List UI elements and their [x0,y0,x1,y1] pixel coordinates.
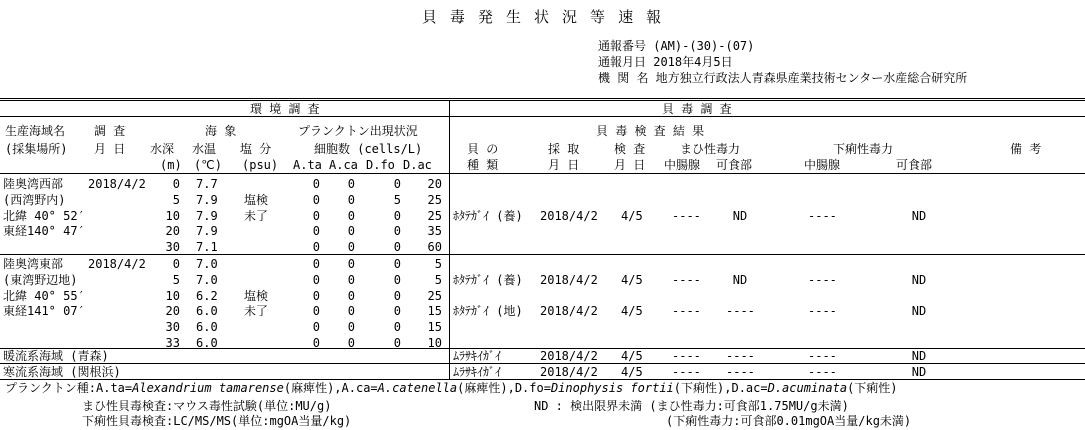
salinity-value: 未了 [244,208,269,223]
area-label: 北緯 40° 52′ [3,208,85,223]
sampling-date: 2018/4/2 [540,208,598,223]
aca-abbr: A.ca= [341,381,378,395]
survey-date-header: 月 日 [94,142,126,156]
aca-value: 0 [347,336,355,350]
psp-edible-value: ---- [726,365,755,379]
ata-value: 0 [312,224,320,239]
psp-edible-value: ---- [726,349,755,363]
inspection-header: 検 査 [614,142,646,156]
ata-value: 0 [312,208,320,223]
area-label: 東経141° 07′ [3,304,85,319]
dsp-gland-value: ---- [808,304,837,319]
report-number: 通報番号 (AM)-(30)-(07) [598,39,755,53]
inspection-date-header: 月 日 [614,158,646,172]
psp-gland-value: ---- [672,365,701,379]
temp-value: 7.9 [196,224,218,239]
sampling-date: 2018/4/2 [540,365,598,379]
psp-header: まひ性毒力 [680,142,741,156]
remarks-header: 備 考 [1010,142,1042,156]
sampling-date: 2018/4/2 [540,349,598,363]
aca-value: 0 [347,208,355,223]
temp-value: 6.0 [196,336,218,350]
dfo-type: (下痢性), [673,381,732,395]
aca-value: 0 [347,192,355,207]
organization: 機 関 名 地方独立行政法人青森県産業技術センター水産総合研究所 [598,71,968,85]
sampling-date: 2018/4/2 [540,304,598,319]
shell-type: ﾑﾗｻｷｲｶﾞｲ [453,349,502,363]
dsp-limit-note: (下痢性毒力:可食部0.01mgOA当量/kg未満) [666,414,912,428]
area-label: 陸奥湾西部 [3,177,64,191]
sampling-header: 採 取 [548,142,580,156]
psp-edible-value: ND [732,272,748,287]
depth-value: 5 [172,272,180,287]
ata-value: 0 [312,240,320,255]
temp-unit: (℃) [194,158,222,172]
psp-gland-value: ---- [672,349,701,363]
dfo-value: 5 [393,192,401,207]
dsp-gland-header: 中腸腺 [804,158,841,172]
ata-value: 0 [312,336,320,350]
dac-abbr: D.ac= [731,381,768,395]
report-date: 通報月日 2018年4月5日 [598,55,733,69]
dac-value: 25 [427,288,442,303]
header-divider [0,116,1085,117]
psp-gland-header: 中腸腺 [664,158,701,172]
depth-value: 20 [165,304,180,319]
ata-type: (麻痺性), [283,381,342,395]
dac-value: 25 [427,192,442,207]
temp-header: 水温 [192,142,217,156]
page-title: 貝 毒 発 生 状 況 等 速 報 [421,8,664,26]
cell-count-header: 細胞数 (cells/L) [314,142,423,156]
temp-value: 7.0 [196,272,218,287]
env-survey-heading: 環 境 調 査 [250,102,320,116]
depth-value: 0 [172,257,180,271]
psp-gland-value: ---- [672,272,701,287]
sampling-date-header: 月 日 [548,158,580,172]
toxin-survey-heading: 貝 毒 調 査 [662,102,732,116]
ata-value: 0 [312,320,320,335]
col-aca: A.ca [329,158,358,172]
aca-value: 0 [347,257,355,271]
dsp-header: 下痢性毒力 [833,142,894,156]
dsp-method-note: 下痢性貝毒検査:LC/MS/MS(単位:mgOA当量/kg) [82,414,352,428]
dac-species: D.acuminata [767,381,848,395]
aca-value: 0 [347,320,355,335]
dfo-value: 0 [393,288,401,303]
aca-value: 0 [347,224,355,239]
nd-note: ND : 検出限界未満 (まひ性毒力:可食部1.75MU/g未満) [534,399,849,413]
dfo-value: 0 [393,336,401,350]
dac-value: 5 [434,272,442,287]
dfo-value: 0 [393,320,401,335]
ata-value: 0 [312,272,320,287]
ata-abbr: A.ta= [96,381,133,395]
shell-type: ﾎﾀﾃｶﾞｲ (養) [453,208,523,223]
psp-method-note: まひ性貝毒検査:マウス毒性試験(単位:MU/g) [82,399,332,413]
depth-value: 5 [172,192,180,207]
dsp-edible-value: ND [911,272,927,287]
dfo-value: 0 [393,240,401,255]
depth-value: 20 [165,224,180,239]
dac-value: 15 [427,304,442,319]
aca-type: (麻痺性), [457,381,515,395]
shell-type-header: 種 類 [467,158,499,172]
depth-value: 30 [165,240,180,255]
depth-value: 10 [165,288,180,303]
aca-value: 0 [347,288,355,303]
aca-value: 0 [347,304,355,319]
table-top-rule [0,98,1085,99]
inspection-date: 4/5 [621,304,643,319]
aca-value: 0 [347,240,355,255]
depth-header: 水深 [150,142,175,156]
psp-edible-value: ND [732,208,748,223]
ata-value: 0 [312,288,320,303]
header-bottom-rule [0,173,1085,174]
temp-value: 7.7 [196,177,218,191]
salinity-value: 未了 [244,304,269,319]
dsp-edible-value: ND [911,208,927,223]
plankton-header: プランクトン出現状況 [298,124,418,138]
area-label: 陸奥湾東部 [3,257,64,271]
inspection-date: 4/5 [621,365,643,379]
results-header: 貝 毒 検 査 結 果 [596,124,705,138]
dfo-abbr: D.fo= [514,381,551,395]
salinity-header: 塩 分 [240,142,272,156]
aca-species: A.catenella [377,381,458,395]
dfo-value: 0 [393,272,401,287]
ata-value: 0 [312,257,320,271]
temp-value: 6.0 [196,320,218,335]
dac-value: 20 [427,177,442,191]
dsp-gland-value: ---- [808,208,837,223]
depth-value: 30 [165,320,180,335]
row-divider [0,363,1085,364]
temp-value: 7.9 [196,208,218,223]
dsp-edible-value: ND [911,365,927,379]
dac-value: 35 [427,224,442,239]
col-dac: D.ac [403,158,432,172]
depth-value: 10 [165,208,180,223]
inspection-date: 4/5 [621,349,643,363]
section-divider [449,100,450,379]
salinity-value: 塩検 [244,288,269,303]
dfo-species: Dinophysis fortii [550,381,674,395]
area-label: 東経140° 47′ [3,224,85,239]
dac-value: 15 [427,320,442,335]
ata-value: 0 [312,192,320,207]
ata-value: 0 [312,304,320,319]
col-dfo: D.fo [366,158,395,172]
dfo-value: 0 [393,177,401,191]
shell-type: ﾎﾀﾃｶﾞｲ (養) [453,272,523,287]
dac-value: 10 [427,336,442,350]
dfo-value: 0 [393,224,401,239]
dsp-edible-value: ND [911,304,927,319]
depth-unit: (m) [160,158,182,172]
dfo-value: 0 [393,257,401,271]
salinity-unit: (psu) [242,158,279,172]
dac-value: 60 [427,240,442,255]
plankton-prefix: プランクトン種: [5,381,96,395]
dsp-edible-header: 可食部 [896,158,933,172]
inspection-date: 4/5 [621,208,643,223]
area-sub-header: (採集場所) [5,142,68,156]
temp-value: 7.1 [196,240,218,255]
shell-type: ﾑﾗｻｷｲｶﾞｲ [453,365,502,379]
dac-value: 5 [434,257,442,271]
plankton-legend [5,381,898,395]
sampling-date: 2018/4/2 [540,272,598,287]
dsp-gland-value: ---- [808,365,837,379]
temp-value: 6.0 [196,304,218,319]
psp-edible-value: ---- [726,304,755,319]
dsp-gland-value: ---- [808,349,837,363]
temp-value: 6.2 [196,288,218,303]
depth-value: 0 [172,177,180,191]
psp-edible-header: 可食部 [716,158,753,172]
shell-header: 貝 の [467,142,499,156]
area-label: (西湾野内) [3,192,66,207]
dsp-edible-value: ND [911,349,927,363]
area-label: 暖流系海域 (青森) [3,349,109,363]
dac-value: 25 [427,208,442,223]
salinity-value: 塩検 [244,192,269,207]
psp-gland-value: ---- [672,304,701,319]
aca-value: 0 [347,177,355,191]
ata-species: Alexandrium tamarense [132,381,284,395]
survey-header: 調 査 [94,124,126,138]
area-label: (東湾野辺地) [3,272,78,287]
ata-value: 0 [312,177,320,191]
inspection-date: 4/5 [621,272,643,287]
survey-date: 2018/4/2 [88,257,146,271]
survey-date: 2018/4/2 [88,177,146,191]
shell-type: ﾎﾀﾃｶﾞｲ (地) [453,304,523,319]
psp-gland-value: ---- [672,208,701,223]
dfo-value: 0 [393,208,401,223]
aca-value: 0 [347,272,355,287]
sea-header: 海 象 [205,124,237,138]
dfo-value: 0 [393,304,401,319]
dsp-gland-value: ---- [808,272,837,287]
table-top-rule-inner [0,100,1085,101]
depth-value: 33 [165,336,180,350]
temp-value: 7.0 [196,257,218,271]
area-label: 北緯 40° 55′ [3,288,85,303]
col-ata: A.ta [293,158,322,172]
area-label: 寒流系海域 (関根浜) [3,365,121,379]
dac-type: (下痢性) [847,381,898,395]
temp-value: 7.9 [196,192,218,207]
table-bottom-rule [0,379,1085,380]
area-name-header: 生産海域名 [5,124,66,138]
